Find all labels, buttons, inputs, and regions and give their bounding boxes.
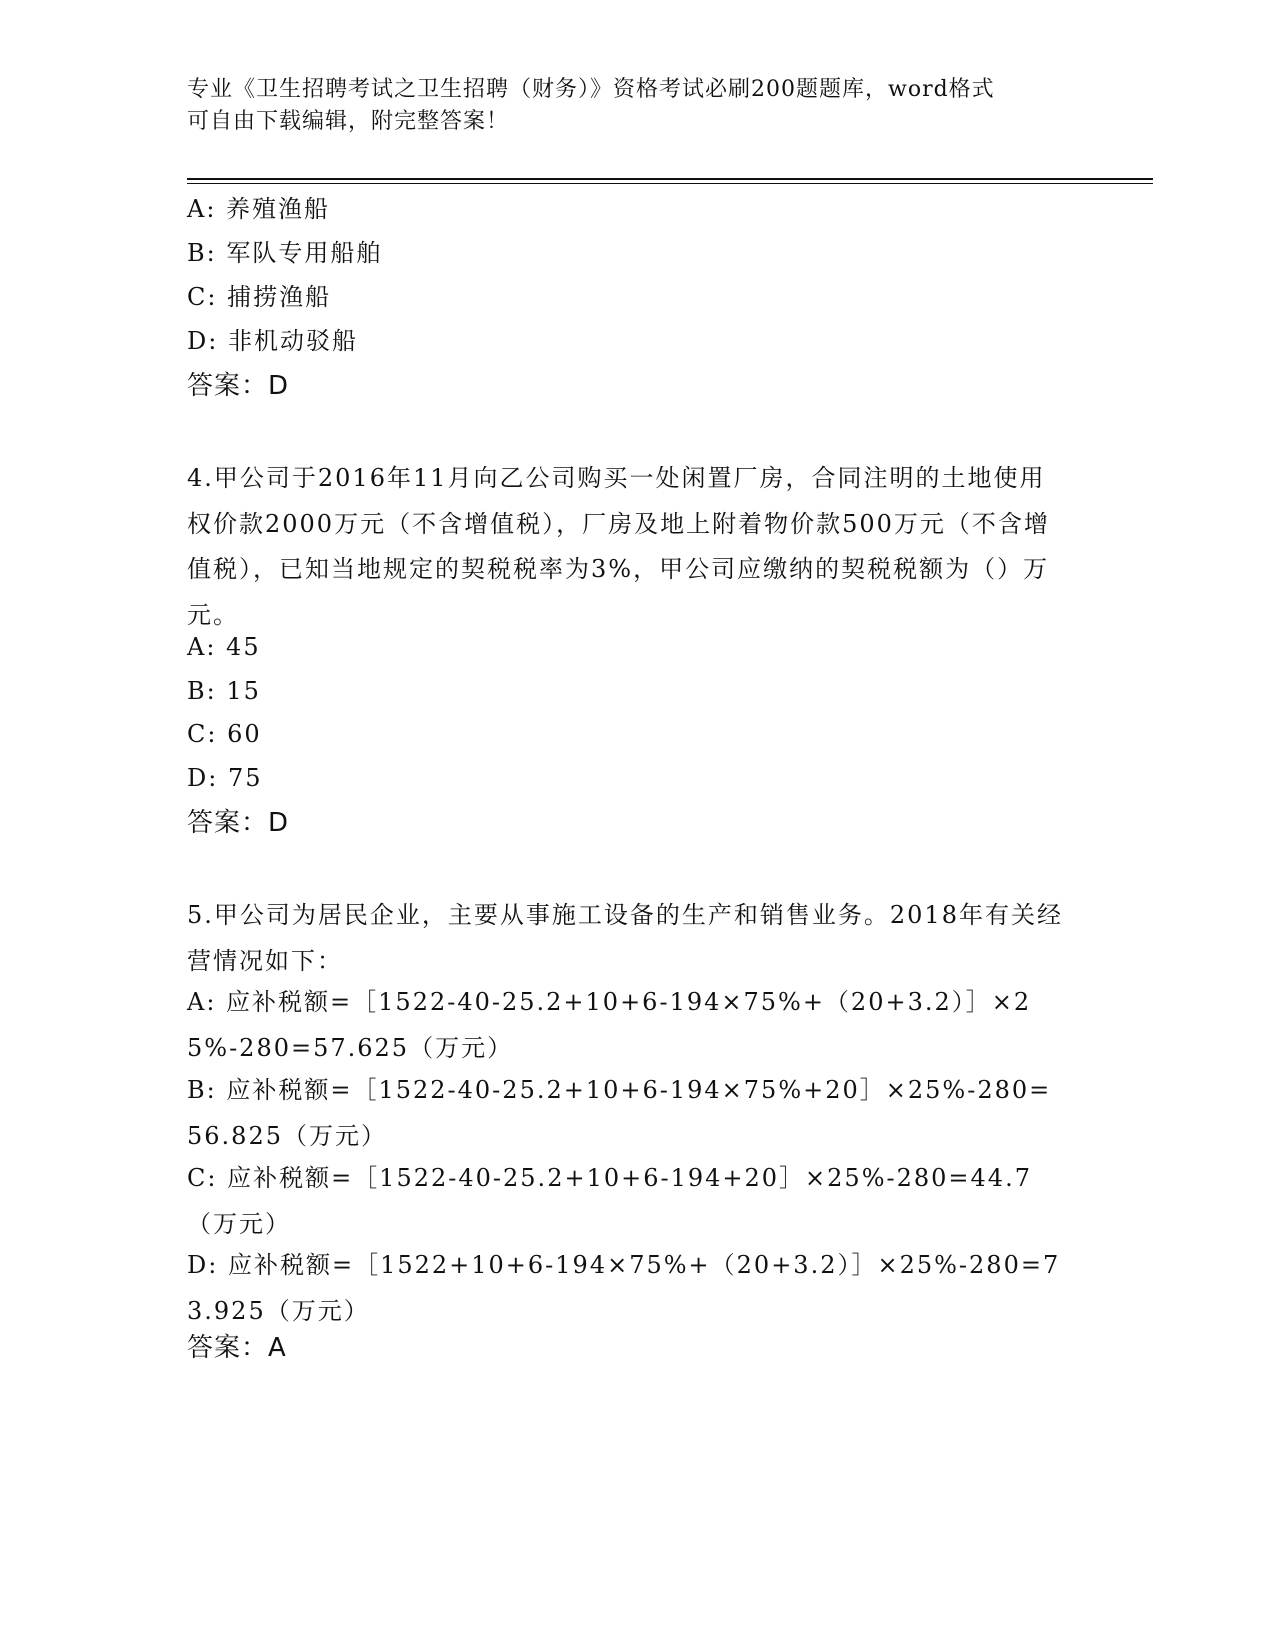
q5-option-d: D: 应补税额=［1522+10+6-194×75%+（20+3.2）］×25%-280=73.925（万元）: [187, 1251, 1061, 1325]
q4-answer: 答案：D: [187, 808, 290, 838]
q5-answer: 答案：A: [187, 1333, 287, 1363]
header-title-line: 专业《卫生招聘考试之卫生招聘（财务）》资格考试必刷200题题库，word格式: [187, 77, 995, 102]
q5-question-text: 5.甲公司为居民企业，主要从事施工设备的生产和销售业务。2018年有关经营情况如下：: [187, 901, 1063, 975]
document-header: [187, 74, 1067, 138]
q3-answer: 答案：D: [187, 371, 290, 401]
header-subtitle-line: 可自由下载编辑，附完整答案！: [187, 109, 510, 134]
q4-option-d: D: 75: [187, 764, 263, 792]
q4-option-c: C: 60: [187, 720, 262, 748]
q3-option-d: D: 非机动驳船: [187, 327, 358, 355]
q3-option-a: A: 养殖渔船: [187, 195, 331, 223]
q3-option-b: B: 军队专用船舶: [187, 239, 383, 267]
q4-option-a: A: 45: [187, 633, 261, 661]
q4-option-b: B: 15: [187, 677, 261, 705]
header-divider-thick: [187, 178, 1153, 180]
header-divider-thin: [187, 183, 1153, 184]
q4-question-text: 4.甲公司于2016年11月向乙公司购买一处闲置厂房，合同注明的土地使用权价款2000万元（不含增值税），厂房及地上附着物价款500万元（不含增值税），已知当地规定的契税税率为3%，甲公司应缴纳的契税税额为（）万元。: [187, 464, 1050, 629]
q5-option-c: C: 应补税额=［1522-40-25.2+10+6-194+20］×25%-280=44.7（万元）: [187, 1164, 1032, 1238]
q5-option-b: B: 应补税额=［1522-40-25.2+10+6-194×75%+20］×25%-280=56.825（万元）: [187, 1076, 1052, 1150]
q5-option-a: A: 应补税额=［1522-40-25.2+10+6-194×75%+（20+3.2）］×25%-280=57.625（万元）: [187, 988, 1032, 1062]
q3-option-c: C: 捕捞渔船: [187, 283, 332, 311]
